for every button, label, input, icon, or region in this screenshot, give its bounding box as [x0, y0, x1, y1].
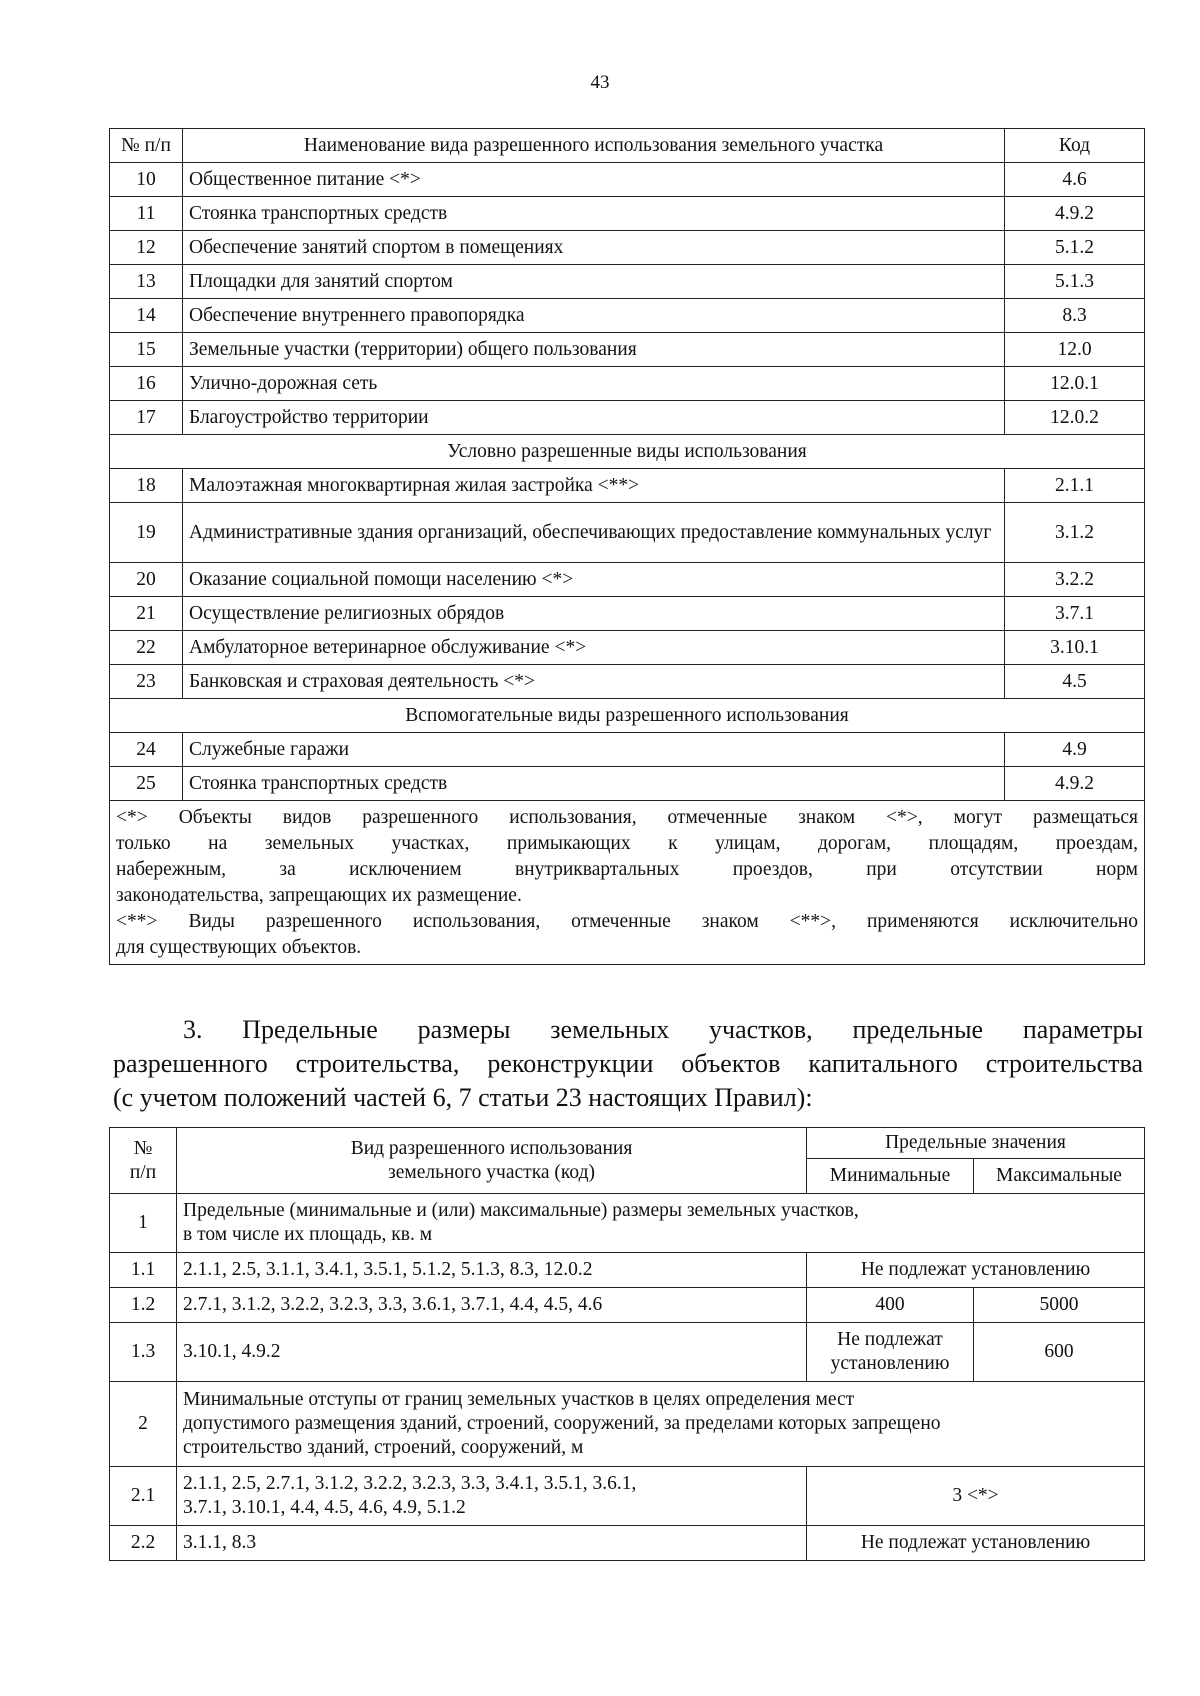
row-codes: 3.1.1, 8.3	[177, 1526, 807, 1561]
footnote-line: законодательства, запрещающих их размещение.	[116, 885, 522, 906]
section-header-row	[110, 435, 1145, 469]
row-name: Оказание социальной помощи населению <*>	[183, 563, 1005, 597]
row-name: Площадки для занятий спортом	[183, 265, 1005, 299]
header-num: № п/п	[110, 129, 183, 163]
row-codes-line: 2.1.1, 2.5, 2.7.1, 3.1.2, 3.2.2, 3.2.3, 3.3, 3.4.1, 3.5.1, 3.6.1,	[183, 1473, 637, 1494]
header-type-line: земельного участка (код)	[388, 1161, 595, 1183]
notes-row	[110, 801, 1145, 965]
row-codes-line: 3.7.1, 3.10.1, 4.4, 4.5, 4.6, 4.9, 5.1.2	[183, 1497, 466, 1518]
table-row	[110, 1323, 1145, 1382]
row-description	[177, 1194, 1145, 1253]
row-num: 11	[110, 197, 183, 231]
row-code: 2.1.1	[1005, 469, 1145, 503]
footnote-line: только на земельных участках, примыкающих к улицам, дорогам, площадям, проездам,	[116, 833, 1138, 854]
limits-table	[109, 1127, 1145, 1561]
table-row	[110, 503, 1145, 563]
row-code: 5.1.3	[1005, 265, 1145, 299]
footnotes	[110, 801, 1145, 965]
table-row	[110, 597, 1145, 631]
row-num: 10	[110, 163, 183, 197]
table-row	[110, 197, 1145, 231]
row-name: Служебные гаражи	[183, 733, 1005, 767]
header-min: Минимальные	[807, 1159, 974, 1194]
paragraph-line: 3. Предельные размеры земельных участков, предельные параметры	[183, 1015, 1143, 1044]
table-row	[110, 1253, 1145, 1288]
row-codes: 2.7.1, 3.1.2, 3.2.2, 3.2.3, 3.3, 3.6.1, 3.7.1, 4.4, 4.5, 4.6	[177, 1288, 807, 1323]
row-name: Стоянка транспортных средств	[183, 197, 1005, 231]
row-code: 4.9	[1005, 733, 1145, 767]
header-code: Код	[1005, 129, 1145, 163]
row-num: 15	[110, 333, 183, 367]
row-num: 24	[110, 733, 183, 767]
section-title: Вспомогательные виды разрешенного использования	[110, 699, 1145, 733]
row-code: 5.1.2	[1005, 231, 1145, 265]
row-description-line: Минимальные отступы от границ земельных участков в целях определения мест	[183, 1389, 855, 1410]
page-number: 43	[590, 72, 610, 93]
row-num: 1.2	[110, 1288, 177, 1323]
row-name: Осуществление религиозных обрядов	[183, 597, 1005, 631]
table-row	[110, 367, 1145, 401]
row-value: Не подлежат установлению	[807, 1253, 1145, 1288]
row-min-line: Не подлежат	[837, 1329, 943, 1350]
row-max: 600	[974, 1323, 1145, 1382]
row-codes	[177, 1467, 807, 1526]
table-row	[110, 1194, 1145, 1253]
header-num	[110, 1128, 177, 1194]
table-row	[110, 665, 1145, 699]
row-name: Малоэтажная многоквартирная жилая застройка <**>	[183, 469, 1005, 503]
row-num: 2.2	[110, 1526, 177, 1561]
row-min-line: установлению	[830, 1353, 950, 1374]
row-min: 400	[807, 1288, 974, 1323]
row-min	[807, 1323, 974, 1382]
row-code: 4.9.2	[1005, 197, 1145, 231]
paragraph-line: (с учетом положений частей 6, 7 статьи 23 настоящих Правил):	[113, 1083, 813, 1112]
table-row	[110, 163, 1145, 197]
row-name: Благоустройство территории	[183, 401, 1005, 435]
row-name: Обеспечение занятий спортом в помещениях	[183, 231, 1005, 265]
row-code: 8.3	[1005, 299, 1145, 333]
row-num: 1.3	[110, 1323, 177, 1382]
row-name: Улично-дорожная сеть	[183, 367, 1005, 401]
row-num: 21	[110, 597, 183, 631]
row-num: 1.1	[110, 1253, 177, 1288]
row-codes: 3.10.1, 4.9.2	[177, 1323, 807, 1382]
row-num: 1	[110, 1194, 177, 1253]
header-num-line: п/п	[129, 1161, 157, 1183]
table-row	[110, 299, 1145, 333]
row-code: 3.2.2	[1005, 563, 1145, 597]
header-max: Максимальные	[974, 1159, 1145, 1194]
paragraph-line: разрешенного строительства, реконструкции объектов капитального строительства	[113, 1049, 1143, 1078]
header-limits: Предельные значения	[807, 1128, 1145, 1159]
row-name: Амбулаторное ветеринарное обслуживание <*>	[183, 631, 1005, 665]
header-num-line: №	[133, 1137, 153, 1159]
row-num: 17	[110, 401, 183, 435]
table-row	[110, 1382, 1145, 1467]
row-name: Банковская и страховая деятельность <*>	[183, 665, 1005, 699]
table-row	[110, 1526, 1145, 1561]
table-row	[110, 631, 1145, 665]
footnote-line: <**> Виды разрешенного использования, отмеченные знаком <**>, применяются исключительно	[116, 911, 1138, 932]
table-row	[110, 401, 1145, 435]
row-num: 20	[110, 563, 183, 597]
row-code: 12.0.1	[1005, 367, 1145, 401]
header-type	[177, 1128, 807, 1194]
row-max: 5000	[974, 1288, 1145, 1323]
row-description-line: Предельные (минимальные и (или) максимальные) размеры земельных участков,	[183, 1200, 859, 1221]
row-code: 4.6	[1005, 163, 1145, 197]
row-code: 4.5	[1005, 665, 1145, 699]
row-value: 3 <*>	[807, 1467, 1145, 1526]
table-row	[110, 469, 1145, 503]
table-row	[110, 767, 1145, 801]
table-header-row	[110, 129, 1145, 163]
row-code: 3.1.2	[1005, 503, 1145, 563]
section-header-row	[110, 699, 1145, 733]
footnote-line: для существующих объектов.	[116, 937, 362, 958]
row-num: 12	[110, 231, 183, 265]
header-name: Наименование вида разрешенного использования земельного участка	[183, 129, 1005, 163]
row-description-line: в том числе их площадь, кв. м	[183, 1224, 433, 1245]
row-num: 13	[110, 265, 183, 299]
footnote-line: набережным, за исключением внутриквартальных проездов, при отсутствии норм	[116, 859, 1138, 880]
row-codes: 2.1.1, 2.5, 3.1.1, 3.4.1, 3.5.1, 5.1.2, 5.1.3, 8.3, 12.0.2	[177, 1253, 807, 1288]
table-row	[110, 333, 1145, 367]
table-row	[110, 1467, 1145, 1526]
row-code: 3.7.1	[1005, 597, 1145, 631]
row-num: 23	[110, 665, 183, 699]
row-num: 22	[110, 631, 183, 665]
table-row	[110, 265, 1145, 299]
table-row	[110, 231, 1145, 265]
row-description-line: допустимого размещения зданий, строений, сооружений, за пределами которых запрещено	[183, 1413, 941, 1434]
row-num: 2.1	[110, 1467, 177, 1526]
row-value: Не подлежат установлению	[807, 1526, 1145, 1561]
table-row	[110, 563, 1145, 597]
section-title: Условно разрешенные виды использования	[110, 435, 1145, 469]
table-row	[110, 733, 1145, 767]
row-num: 14	[110, 299, 183, 333]
table-row	[110, 1288, 1145, 1323]
table-header-row	[110, 1128, 1145, 1159]
row-code: 12.0.2	[1005, 401, 1145, 435]
row-name: Общественное питание <*>	[183, 163, 1005, 197]
row-num: 2	[110, 1382, 177, 1467]
section-3-paragraph	[113, 1013, 1143, 1115]
footnote-line: <*> Объекты видов разрешенного использования, отмеченные знаком <*>, могут размещаться	[116, 807, 1138, 828]
row-code: 4.9.2	[1005, 767, 1145, 801]
row-code: 12.0	[1005, 333, 1145, 367]
row-name: Административные здания организаций, обеспечивающих предоставление коммунальных услуг	[183, 503, 1005, 563]
row-num: 16	[110, 367, 183, 401]
header-type-line: Вид разрешенного использования	[350, 1137, 633, 1159]
row-num: 25	[110, 767, 183, 801]
row-num: 18	[110, 469, 183, 503]
row-name: Стоянка транспортных средств	[183, 767, 1005, 801]
row-description-line: строительство зданий, строений, сооружений, м	[183, 1437, 584, 1458]
permitted-use-table	[109, 128, 1145, 965]
row-code: 3.10.1	[1005, 631, 1145, 665]
row-description	[177, 1382, 1145, 1467]
row-name: Земельные участки (территории) общего пользования	[183, 333, 1005, 367]
row-num: 19	[110, 503, 183, 563]
row-name: Обеспечение внутреннего правопорядка	[183, 299, 1005, 333]
